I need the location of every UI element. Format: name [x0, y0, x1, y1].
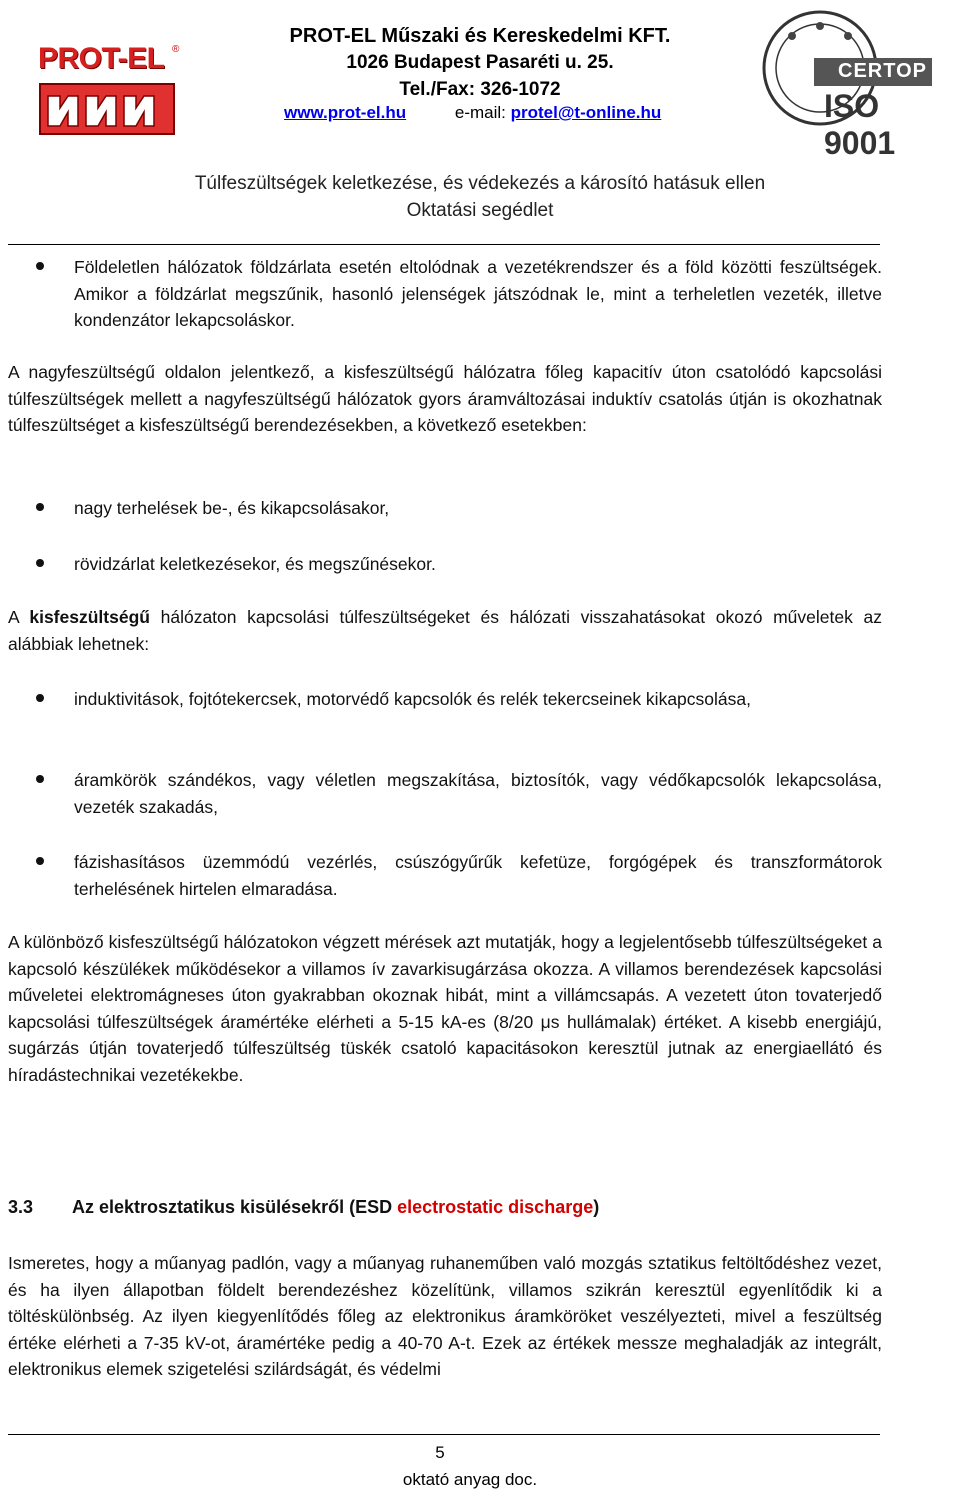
bullet-icon	[36, 694, 44, 702]
section-title-end: )	[593, 1197, 600, 1217]
footer-doc-label: oktató anyag doc.	[402, 1470, 538, 1489]
website-link[interactable]: www.prot-el.hu	[284, 103, 407, 122]
section-title-highlight: electrostatic discharge	[397, 1197, 594, 1217]
paragraph-bold-text: kisfeszültségű	[29, 607, 150, 627]
paragraph: Ismeretes, hogy a műanyag padlón, vagy a műanyag ruhaneműben való mozgás sztatikus feltöltődéshez vezet, és ha ilyen állapotban földelt berendezéshez közelítünk, villamos szikrán keresztül egyenlítődik ki a töltéskülönbség. Az ilyen kiegyenlítődés főleg az elektronikus áramköröket veszélyezteti, mivel a feszültség értéke elérheti a 7-35 kV-ot, áramértéke pedig a 40-70 A-t. Ezek az értékek messze meghaladják az integrált, elektronikus elemek szigetelési szilárdságát, és védelmi	[8, 1253, 882, 1379]
section-heading	[8, 1197, 882, 1218]
logo-text: PROT-EL	[38, 42, 165, 75]
cert-brand: CERTOP	[838, 60, 927, 82]
bullet-icon	[36, 775, 44, 783]
list-item-text: Földeletlen hálózatok földzárlata esetén eltolódnak a vezetékrendszer és a föld közötti feszültségek. Amikor a földzárlat megszűnik, hasonló jelenségek játszódnak le, mint a terheletlen vezeték, illetve kondenzátor lekapcsoláskor.	[74, 257, 882, 330]
paragraph	[8, 604, 882, 657]
list-item-text: fázishasításos üzemmódú vezérlés, csúszógyűrűk kefetüze, forgógépek és transzformátorok terhelésének hirtelen elmaradása.	[74, 852, 882, 899]
bullet-icon	[36, 559, 44, 567]
bullet-icon	[36, 262, 44, 270]
paragraph: A különböző kisfeszültségű hálózatokon végzett mérések azt mutatják, hogy a legjelentősebb túlfeszültségeket a kapcsoló készülékek működésekor a villamos ív zavarkisugárzása okozza. A villamos berendezések kapcsolási műveletei elektromágneses úton gyakrabban okoznak hibát, mint a villámcsapás. A vezetett úton tovaterjedő kapcsolási túlfeszültségek áramértéke elérheti a 5-15 kA-es (8/20 μs hullámalak) értéket. A kisebb energiájú, sugárzás útján tovaterjedő túlfeszültség tüskék csatoló kapacitásokon keresztül jutnak az energiaellátó és híradástechnikai vezetékekbe.	[8, 932, 882, 1085]
paragraph-text: A	[8, 607, 30, 627]
iso-certification-badge	[758, 6, 938, 161]
company-phone: Tel./Fax: 326-1072	[399, 79, 561, 100]
section-title: Az elektrosztatikus kisülésekről (ESD	[72, 1197, 398, 1217]
list-item-text: nagy terhelések be-, és kikapcsolásakor,	[74, 498, 390, 518]
list-item-text: áramkörök szándékos, vagy véletlen megszakítása, biztosítók, vagy védőkapcsolók lekapcsolása, vezeték szakadás,	[74, 770, 882, 817]
list-item-text: induktivitások, fojtótekercsek, motorvédő kapcsolók és relék tekercseinek kikapcsolása,	[74, 689, 751, 709]
document-title: Túlfeszültségek keletkezése, és védekezés a károsító hatásuk ellen	[194, 173, 766, 194]
bullet-icon	[36, 503, 44, 511]
page-number: 5	[435, 1443, 445, 1462]
cert-standard: ISO 9001	[824, 88, 896, 161]
document-subtitle: Oktatási segédlet	[406, 200, 554, 221]
list-item	[38, 495, 882, 522]
logo-registered-mark: ®	[172, 44, 180, 55]
section-number: 3.3	[8, 1197, 34, 1217]
list-item	[38, 254, 882, 334]
list-item	[38, 767, 882, 820]
list-item	[38, 686, 882, 713]
header-divider	[8, 244, 880, 245]
email-link[interactable]: protel@t-online.hu	[510, 103, 662, 122]
contact-line	[284, 103, 661, 123]
list-item	[38, 551, 882, 578]
company-address: 1026 Budapest Pasaréti u. 25.	[346, 52, 614, 73]
paragraph-text: hálózaton kapcsolási túlfeszültségeket és hálózati visszahatásokat okozó műveletek az alábbiak lehetnek:	[8, 607, 882, 654]
bullet-icon	[36, 857, 44, 865]
list-item	[38, 849, 882, 902]
paragraph: A nagyfeszültségű oldalon jelentkező, a kisfeszültségű hálózatra főleg kapacitív úton csatolódó kapcsolási túlfeszültségek mellett a nagyfeszültségű hálózatok gyors áramváltozásai induktív csatolás útján is okozhatnak túlfeszültséget a kisfeszültségű berendezésekben, a következő esetekben:	[8, 362, 882, 435]
list-item-text: rövidzárlat keletkezésekor, és megszűnésekor.	[74, 554, 436, 574]
company-name: PROT-EL Műszaki és Kereskedelmi KFT.	[289, 25, 671, 47]
footer-divider	[8, 1434, 880, 1435]
email-label: e-mail:	[454, 103, 506, 122]
